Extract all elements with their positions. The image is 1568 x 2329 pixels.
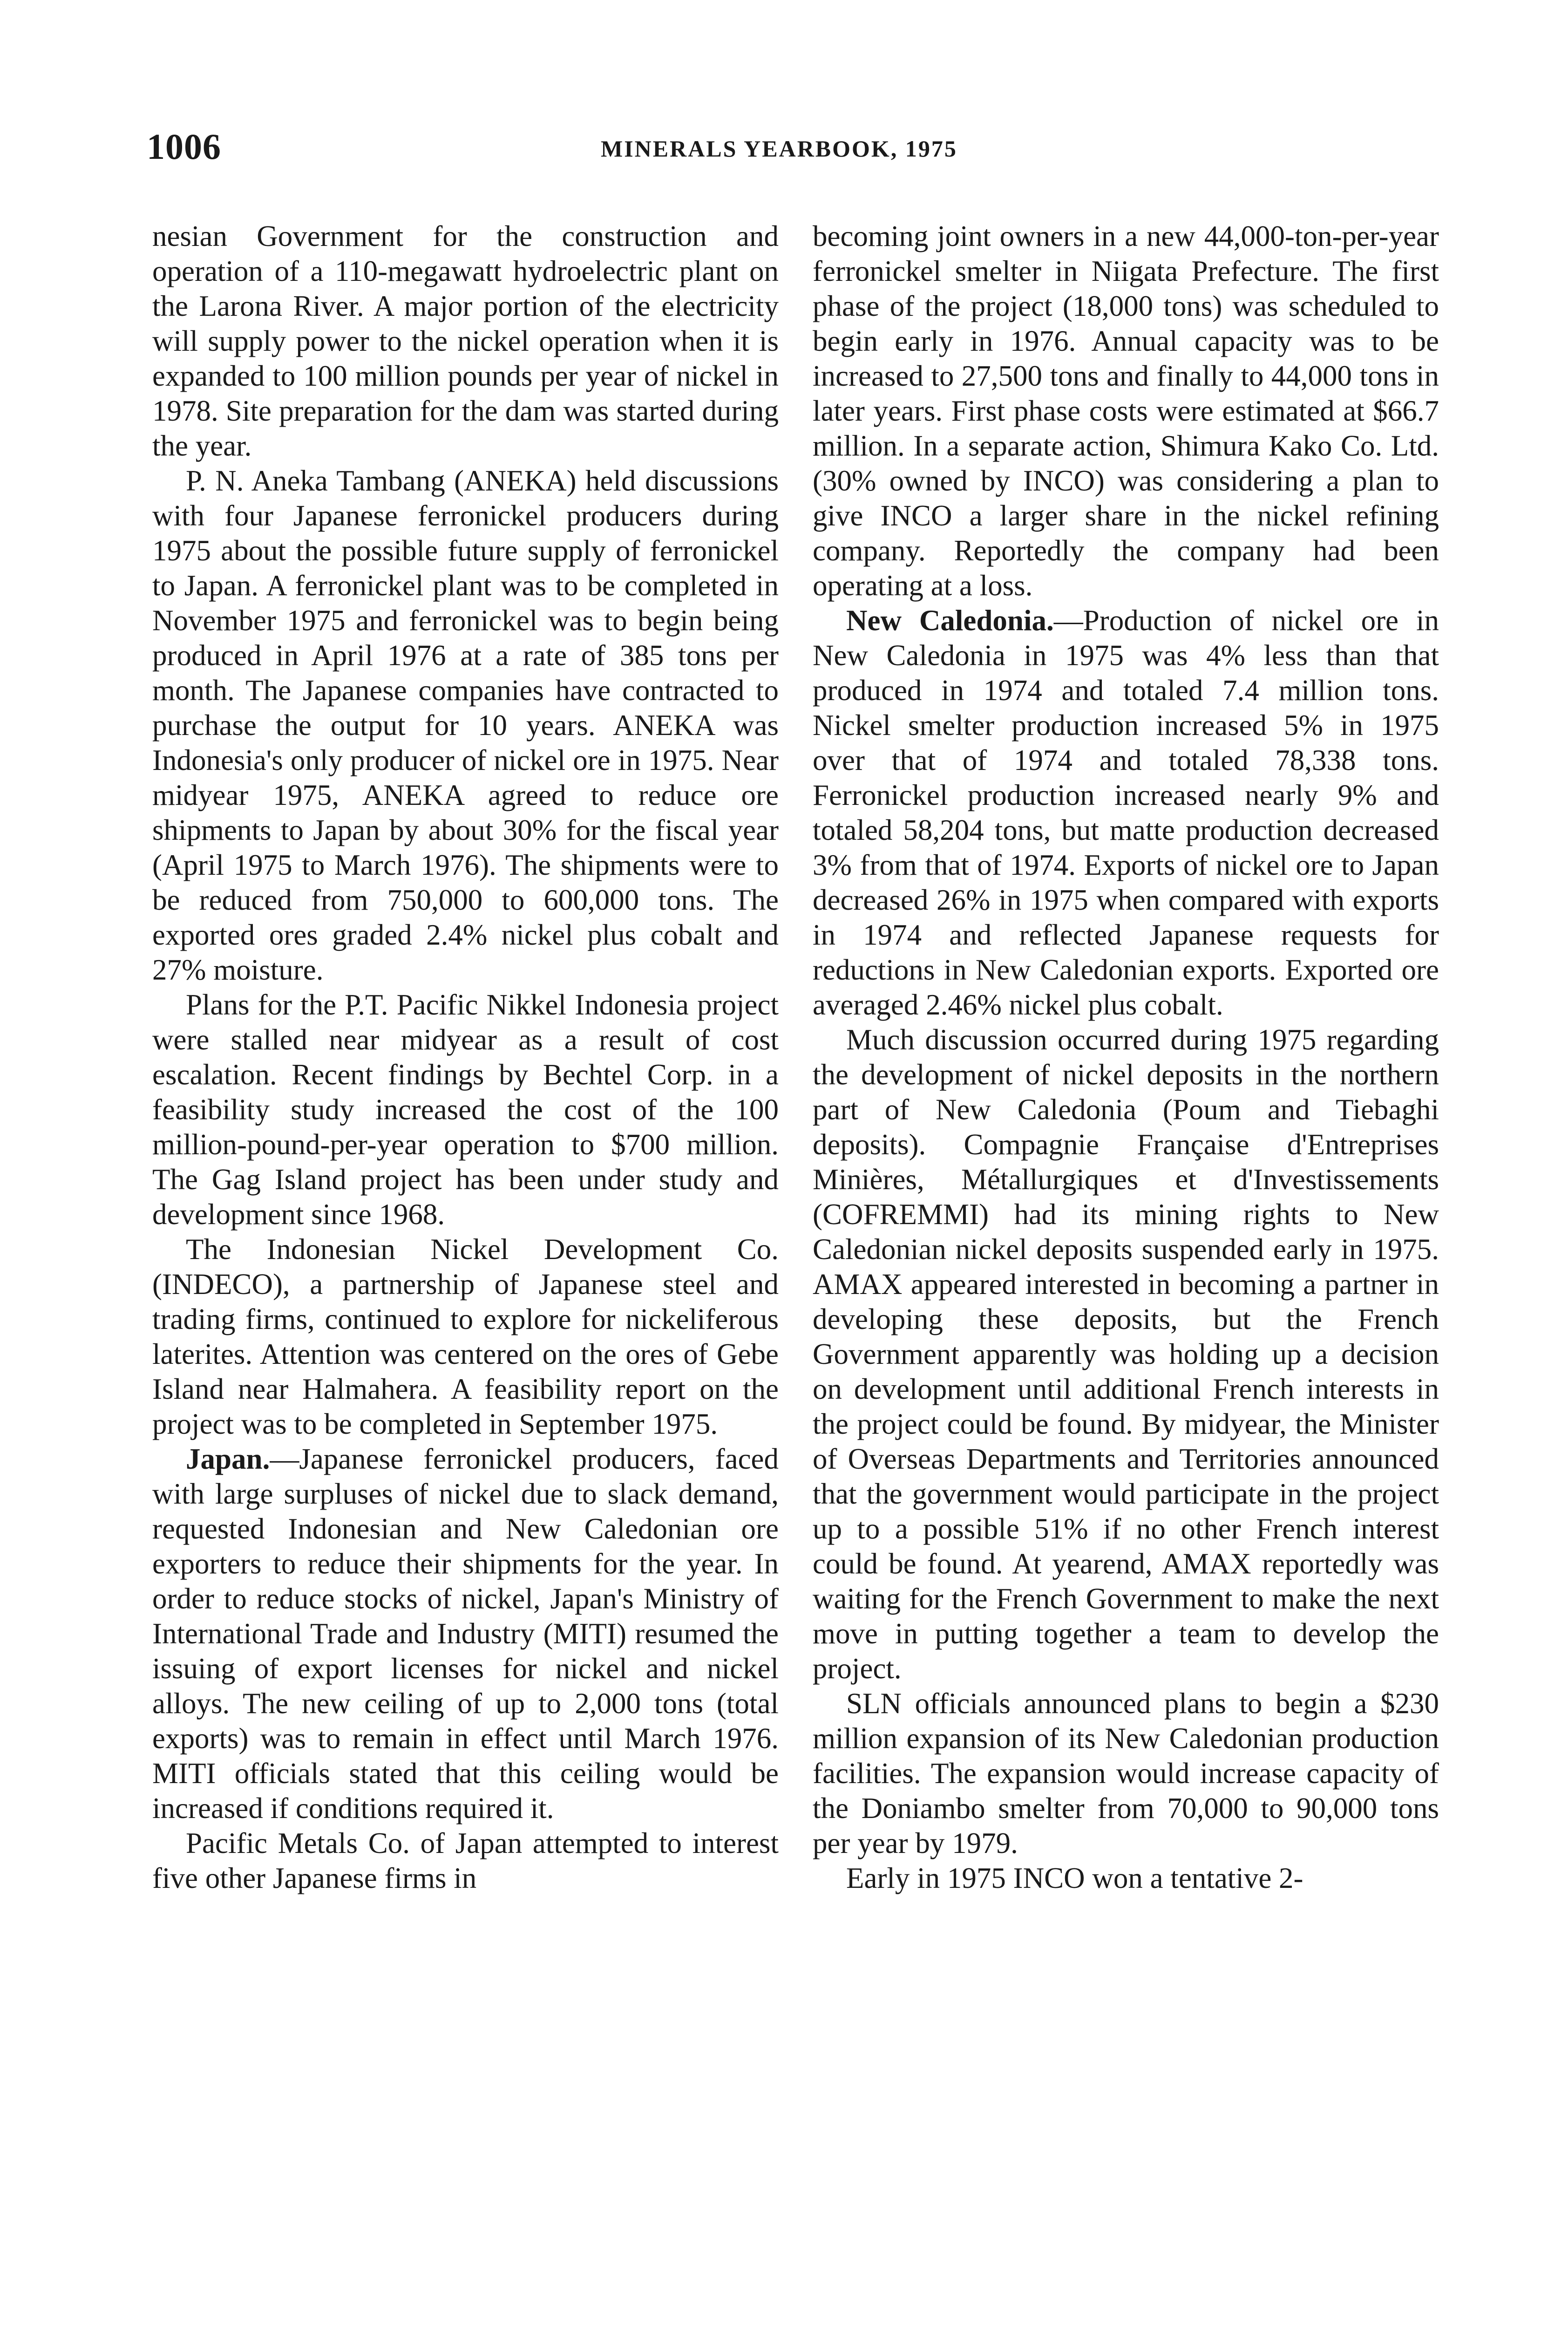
left-column — [152, 219, 779, 1896]
right-column — [813, 219, 1439, 1896]
section-heading-japan: Japan. — [186, 1443, 270, 1475]
paragraph: Much discussion occurred during 1975 regarding the development of nickel deposits in the northern part of New Caledonia (Poum and Tiebaghi deposits). Compagnie Française d'Entreprises Minières, Métallurgiques et d'Investissements (COFREMMI) had its mining rights to New Caledonian nickel deposits suspended early in 1975. AMAX appeared interested in becoming a partner in developing these deposits, but the French Government apparently was holding up a decision on development until additional French interests in the project could be found. By midyear, the Minister of Overseas Departments and Territories announced that the government would participate in the project up to a possible 51% if no other French interest could be found. At yearend, AMAX reportedly was waiting for the French Government to make the next move in putting together a team to develop the project. — [813, 1023, 1439, 1685]
paragraph: Plans for the P.T. Pacific Nikkel Indonesia project were stalled near midyear as a result of cost escalation. Recent findings by Bechtel Corp. in a feasibility study increased the cost of the 100 million-pound-per-year operation to $700 million. The Gag Island project has been under study and development since 1968. — [152, 988, 779, 1231]
paragraph: Pacific Metals Co. of Japan attempted to interest five other Japanese firms in — [152, 1827, 779, 1894]
paragraph: nesian Government for the construction and operation of a 110-megawatt hydroelectric plant on the Larona River. A major portion of the electricity will supply power to the nickel operation when it is expanded to 100 million pounds per year of nickel in 1978. Site preparation for the dam was started during the year. — [152, 220, 779, 462]
paragraph: Early in 1975 INCO won a tentative 2- — [846, 1862, 1303, 1894]
paragraph-text: —Production of nickel ore in New Caledonia in 1975 was 4% less than that produced in 1974 and totaled 7.4 million tons. Nickel smelter production increased 5% in 1975 over that of 1974 and totaled 78,338 tons. Ferronickel production increased nearly 9% and totaled 58,204 tons, but matte production decreased 3% from that of 1974. Exports of nickel ore to Japan decreased 26% in 1975 when compared with exports in 1974 and reflected Japanese requests for reductions in New Caledonian exports. Exported ore averaged 2.46% nickel plus cobalt. — [813, 604, 1439, 1021]
paragraph-text: —Japanese ferronickel producers, faced with large surpluses of nickel due to slack demand, requested Indonesian and New Caledonian ore exporters to reduce their shipments for the year. In order to reduce stocks of nickel, Japan's Ministry of International Trade and Industry (MITI) resumed the issuing of export licenses for nickel and nickel alloys. The new ceiling of up to 2,000 tons (total exports) was to remain in effect until March 1976. MITI officials stated that this ceiling would be increased if conditions required it. — [152, 1443, 779, 1825]
paragraph: SLN officials announced plans to begin a $230 million expansion of its New Caledonian production facilities. The expansion would increase capacity of the Doniambo smelter from 70,000 to 90,000 tons per year by 1979. — [813, 1687, 1439, 1859]
running-title: MINERALS YEARBOOK, 1975 — [601, 136, 957, 162]
paragraph — [152, 1442, 779, 1826]
paragraph: P. N. Aneka Tambang (ANEKA) held discussions with four Japanese ferronickel producers during 1975 about the possible future supply of ferronickel to Japan. A ferronickel plant was to be completed in November 1975 and ferronickel was to begin being produced in April 1976 at a rate of 385 tons per month. The Japanese companies have contracted to purchase the output for 10 years. ANEKA was Indonesia's only producer of nickel ore in 1975. Near midyear 1975, ANEKA agreed to reduce ore shipments to Japan by about 30% for the fiscal year (April 1975 to March 1976). The shipments were to be reduced from 750,000 to 600,000 tons. The exported ores graded 2.4% nickel plus cobalt and 27% moisture. — [152, 464, 779, 986]
section-heading-new-caledonia: New Caledonia. — [846, 604, 1054, 637]
page-number: 1006 — [147, 126, 221, 167]
paragraph: becoming joint owners in a new 44,000-ton-per-year ferronickel smelter in Niigata Prefecture. The first phase of the project (18,000 tons) was scheduled to begin early in 1976. Annual capacity was to be increased to 27,500 tons and finally to 44,000 tons in later years. First phase costs were estimated at $66.7 million. In a separate action, Shimura Kako Co. Ltd. (30% owned by INCO) was considering a plan to give INCO a larger share in the nickel refining company. Reportedly the company had been operating at a loss. — [813, 220, 1439, 602]
paragraph — [813, 603, 1439, 1022]
paragraph: The Indonesian Nickel Development Co. (INDECO), a partnership of Japanese steel and trading firms, continued to explore for nickeliferous laterites. Attention was centered on the ores of Gebe Island near Halmahera. A feasibility report on the project was to be completed in September 1975. — [152, 1233, 779, 1440]
